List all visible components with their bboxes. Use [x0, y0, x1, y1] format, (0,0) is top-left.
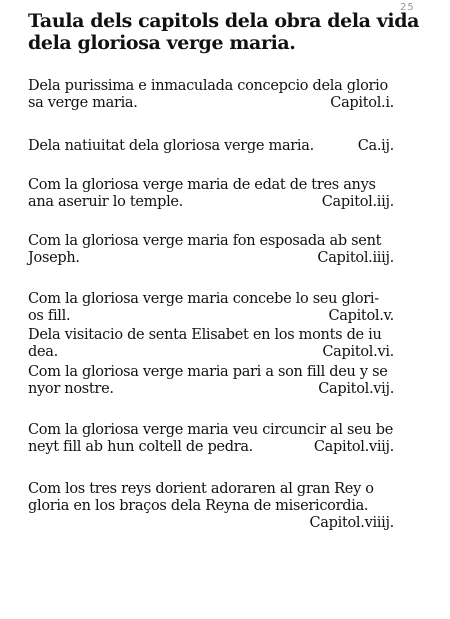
chapter-reference: Capitol.viiij.	[309, 515, 394, 531]
entry-line: Joseph.	[28, 250, 80, 266]
toc-entry-8	[28, 422, 394, 456]
chapter-reference: Capitol.vi.	[322, 344, 394, 360]
entry-line: Com la gloriosa verge maria concebe lo seu glori-	[28, 291, 379, 307]
toc-entry-4	[28, 233, 394, 267]
entry-line: Dela visitacio de senta Elisabet en los monts de iu	[28, 327, 382, 343]
title-line-2: dela gloriosa verge maria.	[28, 32, 296, 54]
entry-line: os fill.	[28, 308, 71, 324]
chapter-reference: Capitol.iij.	[321, 194, 394, 210]
toc-entry-1	[28, 78, 394, 112]
chapter-reference: Ca.ij.	[357, 138, 394, 154]
chapter-reference: Capitol.viij.	[313, 439, 394, 455]
page-title	[28, 10, 420, 54]
entry-line: neyt fill ab hun coltell de pedra.	[28, 439, 253, 455]
entry-line: Com los tres reys dorient adoraren al gran Rey o	[28, 481, 374, 497]
toc-entry-9	[28, 481, 394, 532]
chapter-reference: Capitol.vij.	[318, 381, 394, 397]
toc-entry-7	[28, 364, 394, 398]
entry-line: Com la gloriosa verge maria pari a son fill deu y se	[28, 364, 388, 380]
margin-pencil-note: 25	[400, 2, 415, 13]
toc-entry-3	[28, 177, 394, 211]
entry-line: Dela purissima e inmaculada concepcio dela glorio	[28, 78, 388, 94]
chapter-reference: Capitol.v.	[328, 308, 394, 324]
chapter-reference: Capitol.i.	[330, 95, 394, 111]
entry-line: Com la gloriosa verge maria veu circuncir al seu be	[28, 422, 394, 438]
entry-line: Com la gloriosa verge maria fon esposada ab sent	[28, 233, 382, 249]
title-line-1: Taula dels capitols dela obra dela vida	[28, 10, 420, 32]
toc-entry-6	[28, 327, 394, 361]
entry-line: Com la gloriosa verge maria de edat de tres anys	[28, 177, 376, 193]
entry-line: dea.	[28, 344, 58, 360]
entry-line: sa verge maria.	[28, 95, 138, 111]
entry-line: ana aseruir lo temple.	[28, 194, 183, 210]
entry-line: Dela natiuitat dela gloriosa verge maria.	[28, 138, 314, 154]
chapter-reference: Capitol.iiij.	[317, 250, 394, 266]
toc-entry-5	[28, 291, 394, 325]
entry-line: nyor nostre.	[28, 381, 114, 397]
entry-line: gloria en los braços dela Reyna de misericordia.	[28, 498, 369, 514]
toc-entry-2	[28, 138, 394, 155]
